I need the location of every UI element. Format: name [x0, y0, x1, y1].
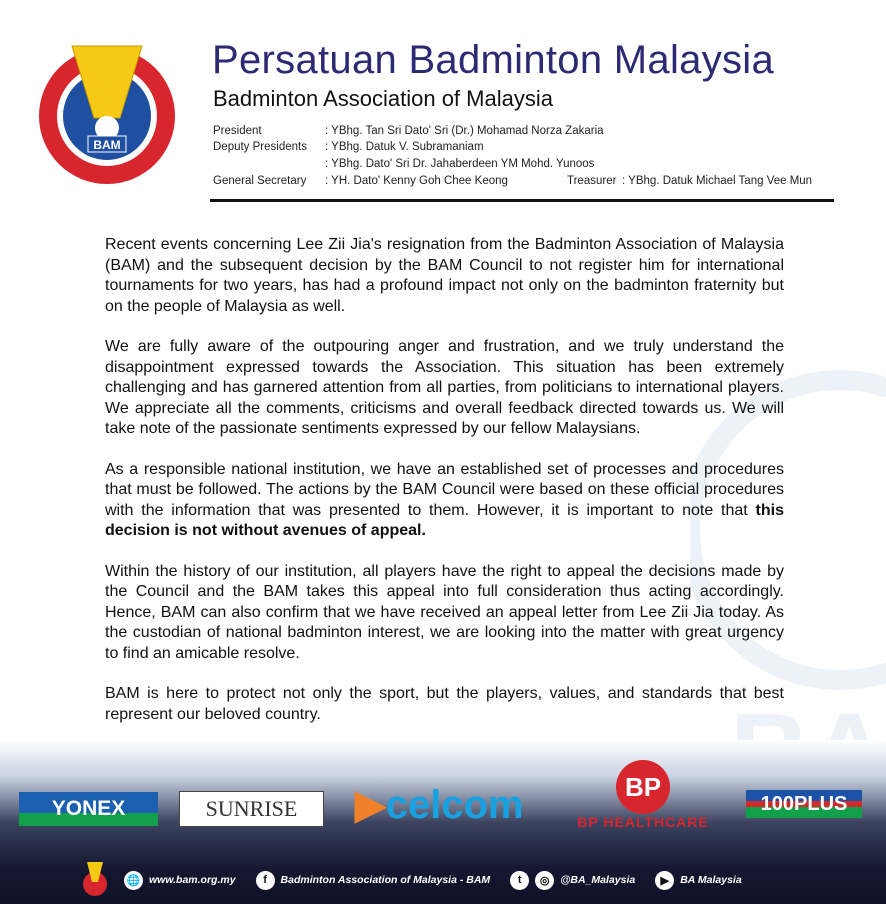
paragraph-5: BAM is here to protect not only the sport, but the players, values, and standards that best represent our beloved country.: [105, 685, 784, 723]
appeal-emphasis: this decision is not without avenues of appeal.: [105, 501, 784, 539]
sponsor-yonex: YONEX: [19, 792, 158, 826]
bam-logo: [32, 38, 182, 188]
website-link[interactable]: www.bam.org.my: [149, 874, 236, 886]
bam-mini-logo: [82, 860, 108, 900]
role-president: President: [213, 125, 262, 137]
role-treasurer: Treasurer: [567, 175, 617, 187]
globe-icon: 🌐: [124, 871, 143, 890]
sponsor-sunrise: SUNRISE: [179, 791, 324, 827]
paragraph-3: As a responsible national institution, we have an established set of processes and procedures that must be followed. The actions by the BAM Council were based on these official procedures with the information that was presented to them. However, it is important to note that this decision is not without avenues of appeal.: [105, 460, 784, 539]
name-secretary: : YH. Dato' Kenny Goh Chee Keong: [325, 175, 508, 187]
social-handle[interactable]: @BA_Malaysia: [560, 874, 636, 886]
name-treasurer: : YBhg. Datuk Michael Tang Vee Mun: [622, 175, 813, 187]
header-divider: [210, 199, 834, 202]
name-deputy-1: : YBhg. Datuk V. Subramaniam: [325, 141, 484, 153]
role-deputy: Deputy Presidents: [213, 141, 307, 153]
paragraph-4: Within the history of our institution, all players have the right to appeal the decisions made by the Council and the BAM takes this appeal into full consideration thus acting accordingly. Hence, BAM can also confirm that we have received an appeal letter from Lee Zii Jia today. As the custodian of national badminton interest, we are looking into the matter with great urgency to find an amicable resolve.: [105, 562, 784, 662]
org-title: Persatuan Badminton Malaysia: [212, 38, 775, 82]
instagram-icon: ◎: [535, 871, 554, 890]
statement-body: [105, 235, 784, 745]
youtube-link[interactable]: BA Malaysia: [680, 874, 742, 886]
facebook-icon: f: [256, 871, 275, 890]
paragraph-1: Recent events concerning Lee Zii Jia's resignation from the Badminton Association of Malaysia (BAM) and the subsequent decision by the BAM Council to not register him for international tournaments for two years, has had a profound impact not only on the badminton fraternity but on the people of Malaysia as well.: [105, 236, 784, 315]
facebook-link[interactable]: Badminton Association of Malaysia - BAM: [280, 874, 491, 886]
svg-text:BAM: BAM: [93, 138, 121, 152]
social-links: [82, 860, 742, 900]
twitter-icon: t: [510, 871, 529, 890]
sponsor-100plus: 100PLUS: [746, 790, 862, 818]
role-secretary: General Secretary: [213, 175, 307, 187]
sponsor-bp-healthcare: BP BP HEALTHCARE: [568, 740, 718, 836]
paragraph-2: We are fully aware of the outpouring anger and frustration, and we truly understand the disappointment expressed towards the Association. This situation has been extremely challenging and has garnered attention from all parties, from politicians to international players. We appreciate all the comments, criticisms and overall feedback directed towards us. We will take note of the passionate sentiments expressed by our fellow Malaysians.: [105, 338, 784, 437]
sponsor-celcom: ▶celcom: [355, 783, 524, 827]
name-deputy-2: : YBhg. Dato' Sri Dr. Jahaberdeen YM Mohd. Yunoos: [325, 158, 595, 170]
youtube-icon: ▶: [655, 871, 674, 890]
org-subtitle: Badminton Association of Malaysia: [213, 86, 553, 111]
name-president: : YBhg. Tan Sri Dato' Sri (Dr.) Mohamad Norza Zakaria: [325, 125, 604, 137]
